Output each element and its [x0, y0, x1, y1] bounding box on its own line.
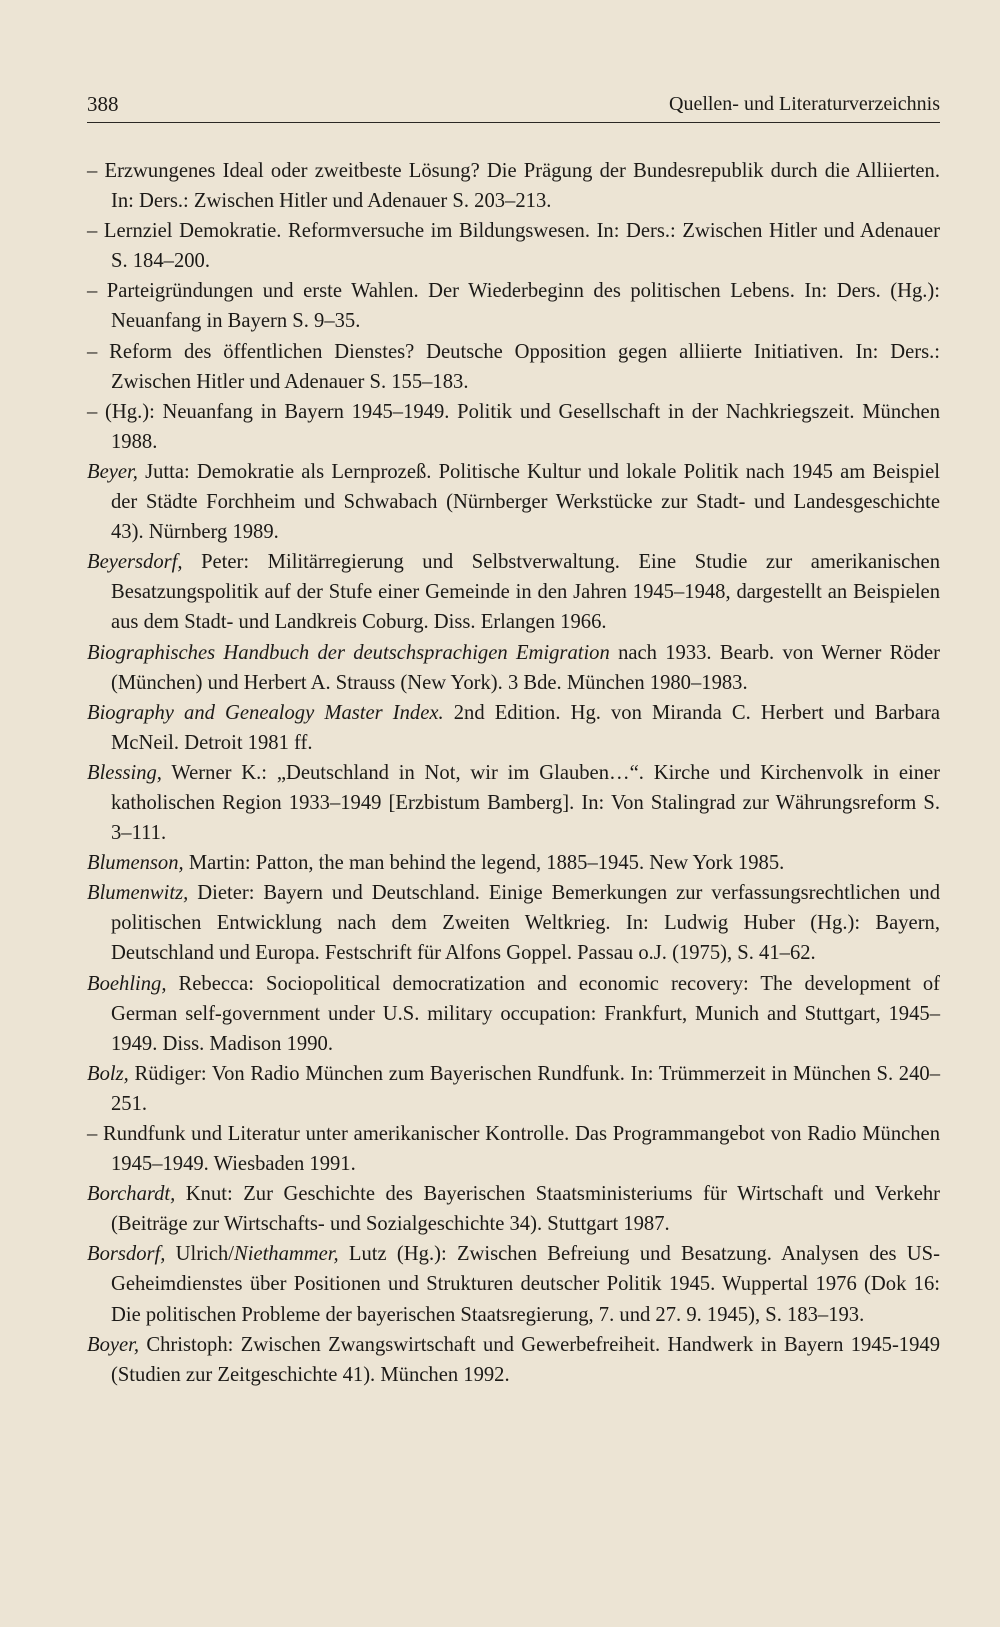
bibliography-entry — [87, 156, 940, 216]
page-number: 388 — [87, 92, 119, 116]
bibliography-entry — [87, 1119, 940, 1179]
entry-text: Erzwungenes Ideal oder zweitbeste Lösung? Die Prägung der Bundesrepublik durch die Alliierten. In: Ders.: Zwischen Hitler und Adenauer S. 203–213. — [104, 160, 941, 213]
entry-text: (Hg.): Neuanfang in Bayern 1945–1949. Politik und Gesellschaft in der Nachkriegszeit. München 1988. — [105, 400, 940, 453]
bibliography-entry — [87, 216, 940, 276]
entry-text: Christoph: Zwischen Zwangswirtschaft und Gewerbefreiheit. Handwerk in Bayern 1945-1949 (Studien zur Zeitgeschichte 41). München 1992. — [111, 1333, 940, 1386]
entry-title: Biographisches Handbuch der deutschsprachigen Emigration — [87, 641, 610, 664]
entry-author: Boehling, — [87, 972, 167, 995]
entry-text: Werner K.: „Deutschland in Not, wir im Glauben…“. Kirche und Kirchenvolk in einer katholischen Region 1933–1949 [Erzbistum Bamberg]. In: Von Stalingrad zur Währungsreform S. 3–111. — [111, 761, 940, 845]
entry-dash: – — [87, 1123, 104, 1145]
bibliography-list — [87, 156, 940, 1390]
bibliography-entry — [87, 1179, 940, 1239]
entry-author: Bolz, — [87, 1062, 129, 1085]
section-title: Quellen- und Literaturverzeichnis — [669, 93, 940, 115]
entry-text: Rundfunk und Literatur unter amerikanischer Kontrolle. Das Programmangebot von Radio München 1945–1949. Wiesbaden 1991. — [103, 1123, 940, 1176]
bibliography-entry — [87, 397, 940, 457]
entry-author: Borsdorf, — [87, 1243, 166, 1266]
entry-text: Ulrich/ — [165, 1243, 234, 1266]
entry-text: Martin: Patton, the man behind the legend, 1885–1945. New York 1985. — [183, 852, 785, 875]
entry-text-continued: Lutz (Hg.): Zwischen Befreiung und Besatzung. Analysen des US-Geheimdienstes über Positionen und Strukturen deutscher Politik 1945. Wuppertal 1976 (Dok 16: Die politischen Probleme der bayerischen Staatsregierung, 7. und 27. 9. 1945), S. 183–193. — [111, 1243, 940, 1326]
entry-text: Knut: Zur Geschichte des Bayerischen Staatsministeriums für Wirtschaft und Verkehr (Beiträge zur Wirtschafts- und Sozialgeschichte 34). Stuttgart 1987. — [111, 1183, 940, 1236]
entry-dash: – — [87, 340, 110, 363]
entry-text: Rüdiger: Von Radio München zum Bayerischen Rundfunk. In: Trümmerzeit in München S. 240–251. — [111, 1062, 940, 1115]
entry-text: Lernziel Demokratie. Reformversuche im Bildungswesen. In: Ders.: Zwischen Hitler und Adenauer S. 184–200. — [103, 220, 940, 273]
entry-text: Peter: Militärregierung und Selbstverwaltung. Eine Studie zur amerikanischen Besatzungspolitik auf der Stufe einer Gemeinde in den Jahren 1945–1948, dargestellt an Beispielen aus dem Stadt- und Landkreis Coburg. Diss. Erlangen 1966. — [111, 551, 940, 634]
bibliography-entry — [87, 1239, 940, 1329]
bibliography-entry — [87, 878, 940, 968]
entry-author: Boyer, — [87, 1333, 140, 1356]
entry-author: Beyersdorf, — [87, 551, 183, 574]
entry-dash: – — [87, 220, 104, 243]
entry-coauthor: Niethammer, — [233, 1243, 339, 1266]
bibliography-entry — [87, 969, 940, 1059]
bibliography-entry — [87, 638, 940, 698]
entry-author: Blumenwitz, — [87, 882, 189, 905]
entry-text: Reform des öffentlichen Dienstes? Deutsche Opposition gegen alliierte Initiativen. In: Ders.: Zwischen Hitler und Adenauer S. 155–183. — [109, 340, 940, 393]
bibliography-entry — [87, 337, 940, 397]
entry-author: Blumenson, — [87, 852, 184, 875]
running-header — [87, 88, 940, 123]
bibliography-entry — [87, 1059, 940, 1119]
bibliography-entry — [87, 547, 940, 637]
entry-dash: – — [87, 280, 107, 303]
entry-title: Biography and Genealogy Master Index. — [87, 701, 444, 724]
entry-dash: – — [87, 160, 105, 182]
entry-text: nach 1933. Bearb. von Werner Röder (München) und Herbert A. Strauss (New York). 3 Bde. München 1980–1983. — [111, 641, 940, 694]
bibliography-entry — [87, 698, 940, 758]
bibliography-entry — [87, 758, 940, 848]
entry-dash: – — [87, 400, 106, 423]
entry-text: 2nd Edition. Hg. von Miranda C. Herbert und Barbara McNeil. Detroit 1981 ff. — [111, 701, 940, 754]
bibliography-entry — [87, 848, 940, 878]
entry-author: Borchardt, — [87, 1183, 176, 1206]
entry-author: Blessing, — [87, 761, 162, 784]
entry-text: Jutta: Demokratie als Lernprozeß. Politische Kultur und lokale Politik nach 1945 am Beispiel der Städte Forchheim und Schwabach (Nürnberger Werkstücke zur Stadt- und Landesgeschichte 43). Nürnberg 1989. — [111, 460, 940, 544]
entry-text: Parteigründungen und erste Wahlen. Der Wiederbeginn des politischen Lebens. In: Ders. (Hg.): Neuanfang in Bayern S. 9–35. — [106, 280, 940, 333]
entry-text: Dieter: Bayern und Deutschland. Einige Bemerkungen zur verfassungsrechtlichen und politischen Entwicklung nach dem Zweiten Weltkrieg. In: Ludwig Huber (Hg.): Bayern, Deutschland und Europa. Festschrift für Alfons Goppel. Passau o.J. (1975), S. 41–62. — [111, 882, 940, 965]
bibliography-entry — [87, 276, 940, 336]
bibliography-entry — [87, 1330, 940, 1390]
entry-author: Beyer, — [87, 460, 138, 483]
entry-text: Rebecca: Sociopolitical democratization and economic recovery: The development of German self-government under U.S. military occupation: Frankfurt, Munich and Stuttgart, 1945–1949. Diss. Madison 1990. — [111, 972, 940, 1055]
bibliography-entry — [87, 457, 940, 547]
